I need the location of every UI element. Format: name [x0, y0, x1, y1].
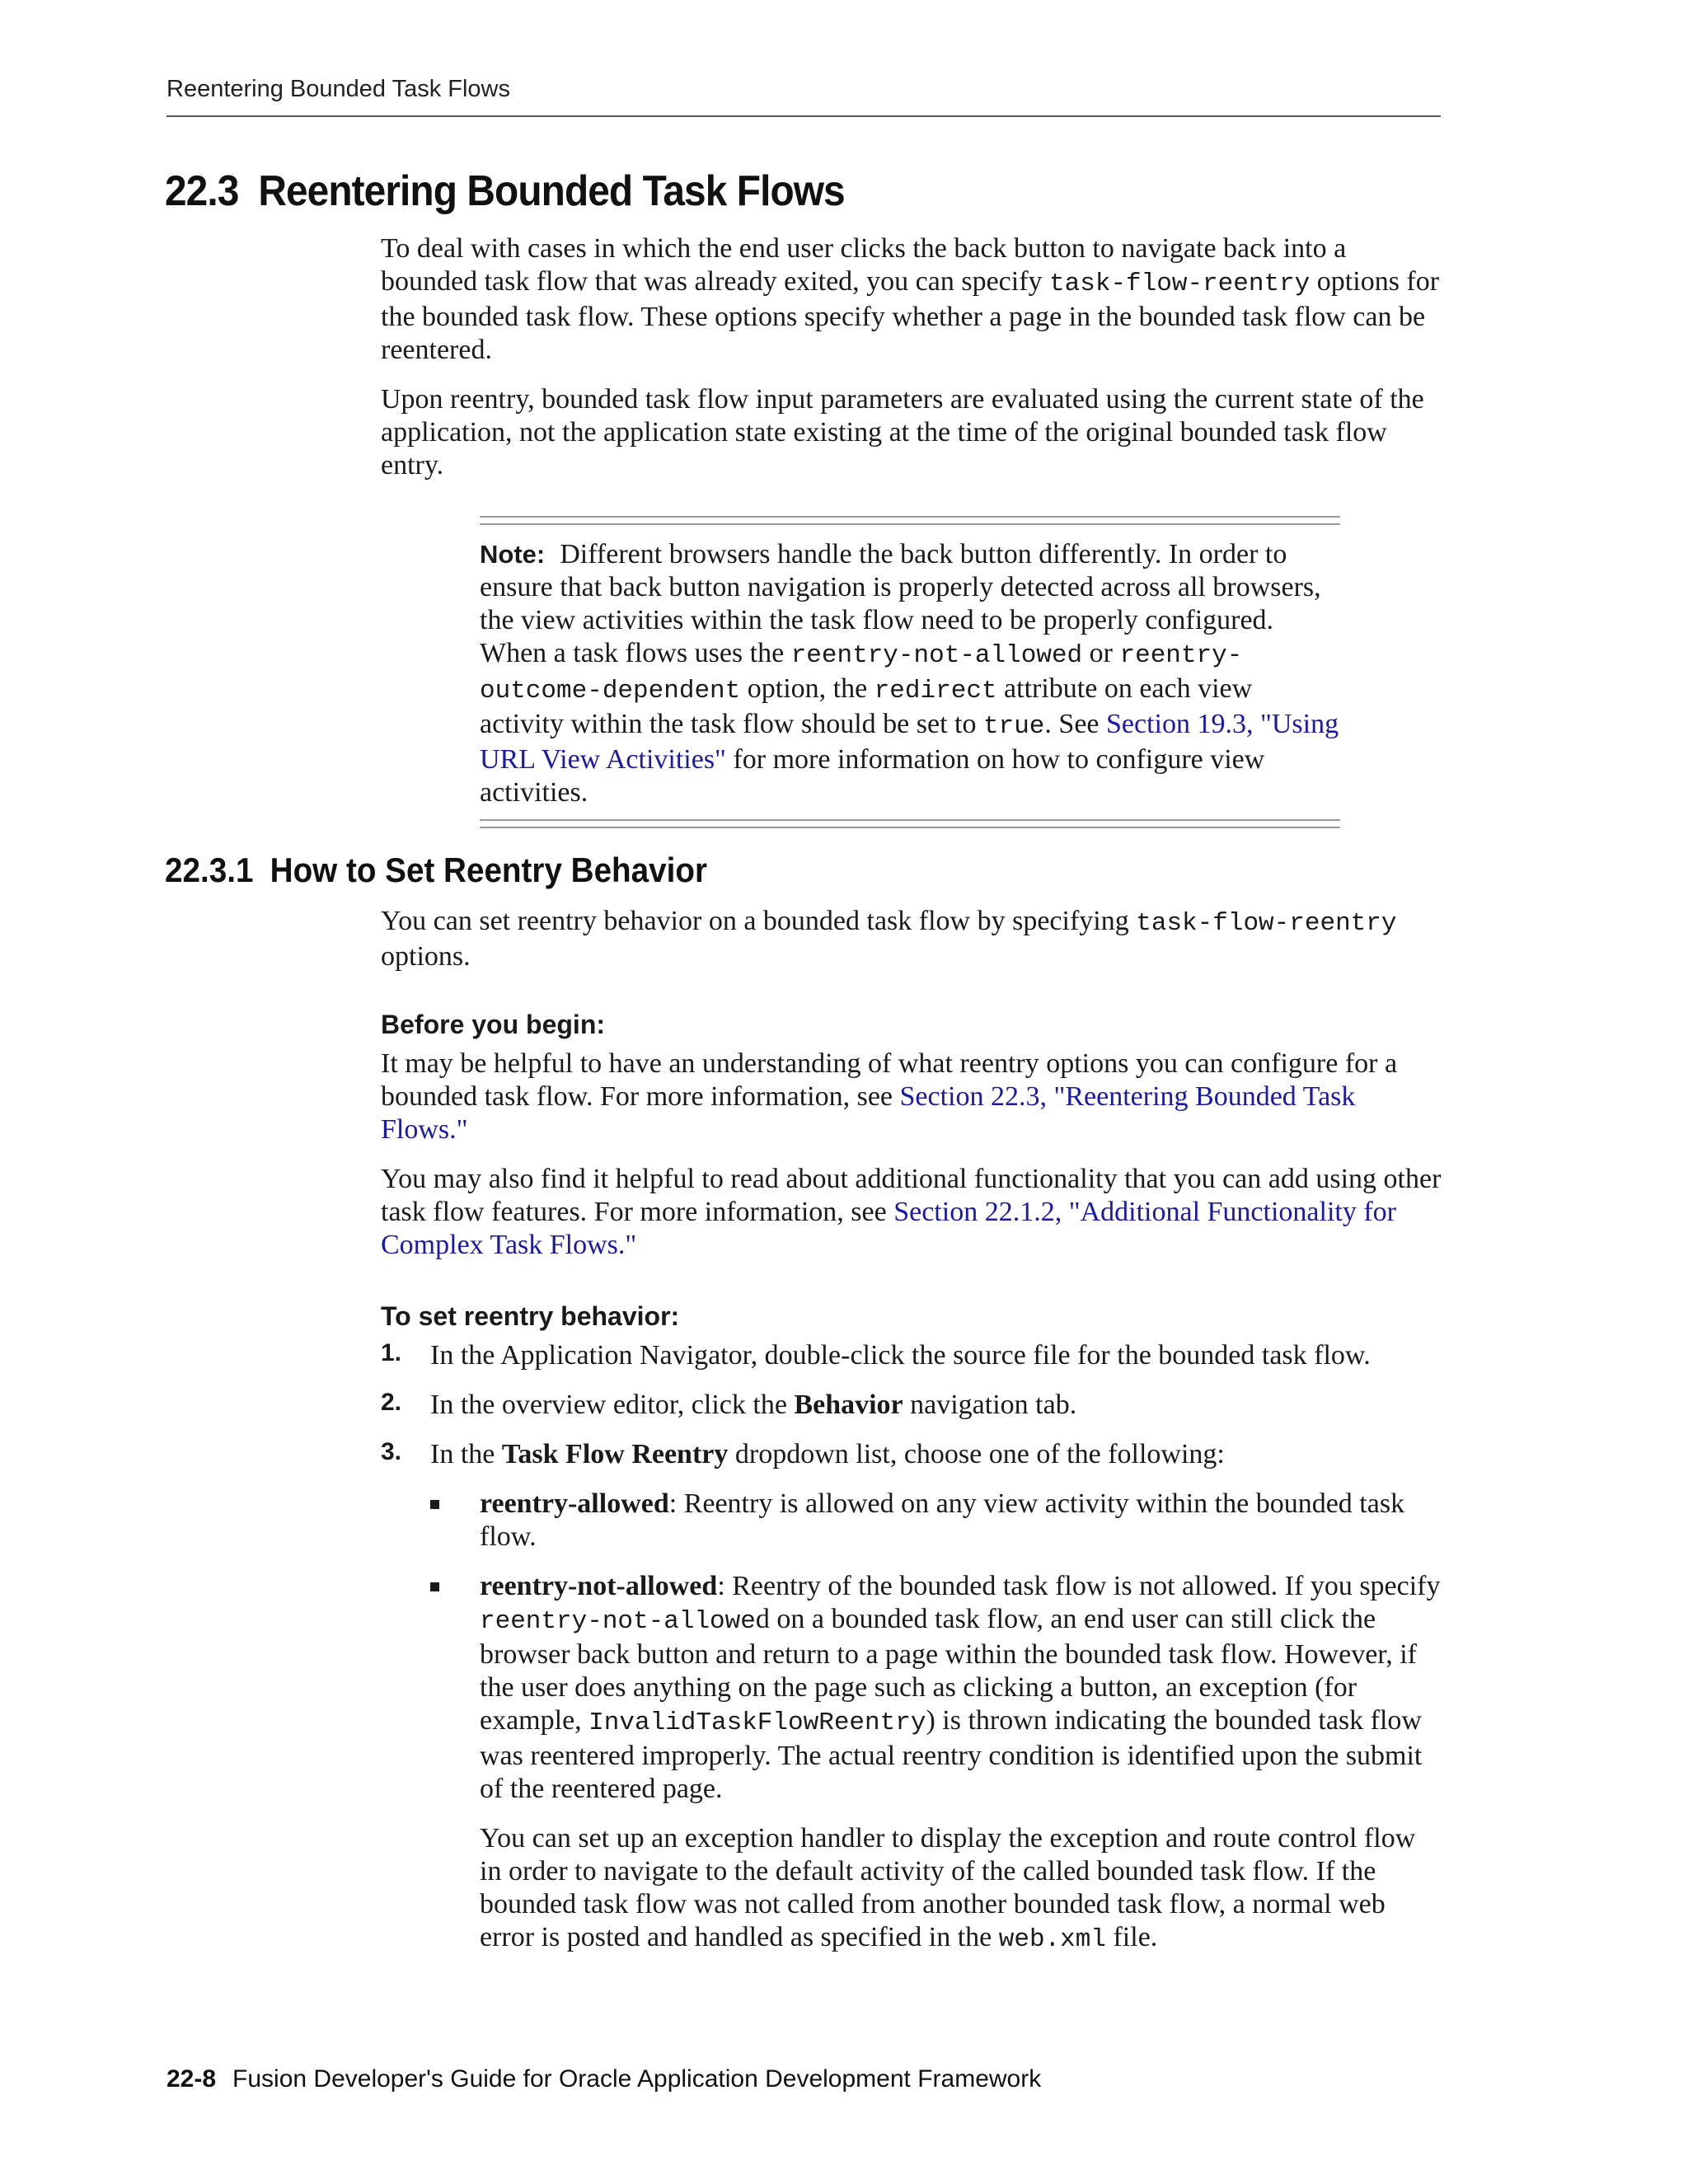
link-section-22-3[interactable]: Section 22.3, "Reentering Bounded Task Flows." [381, 1081, 1356, 1145]
option-text-2 [480, 1822, 1444, 1957]
subsection-intro [381, 905, 1444, 973]
section-number: 22.3 [165, 167, 239, 215]
inline-code: InvalidTaskFlowReentry [588, 1708, 926, 1737]
text: You can set reentry behavior on a bounded task flow by specifying [381, 906, 1137, 936]
text: options. [381, 941, 471, 972]
text: options for the bounded task flow. These options specify whether a page in the bounded task flow can be reentered. [381, 266, 1440, 365]
subsection-number: 22.3.1 [165, 851, 254, 889]
note-top-rule [480, 516, 1340, 525]
step-1 [381, 1339, 1444, 1372]
inline-code: redirect [874, 677, 997, 705]
text: You may also find it helpful to read about additional functionality that you can add using other task flow features. For more information, see [381, 1164, 1442, 1227]
text: ) is thrown indicating the bounded task flow was reentered improperly. The actual reentry condition is identified upon the submit of the reentered page. [480, 1705, 1423, 1804]
text: : Reentry of the bounded task flow is not allowed. If you specify [717, 1571, 1441, 1601]
text: It may be helpful to have an understanding of what reentry options you can configure for a bounded task flow. For more information, see [381, 1048, 1398, 1112]
text: To deal with cases in which the end user clicks the back button to navigate back into a bounded task flow that was already exited, you can specify [381, 233, 1347, 297]
inline-code: reentry-outcome-dependent [480, 641, 1243, 705]
before-paragraph-2 [381, 1163, 1444, 1262]
running-header: Reentering Bounded Task Flows [166, 76, 510, 102]
note-text [480, 538, 1340, 809]
bullet-square [430, 1500, 439, 1509]
subsection-heading [165, 851, 707, 890]
inline-code: reentry-not-allowe [480, 1607, 756, 1636]
section-intro [381, 232, 1444, 482]
inline-code: true [982, 712, 1045, 741]
text: dropdown list, choose one of the following: [728, 1439, 1225, 1469]
step-text [430, 1438, 1444, 1471]
inline-code: web.xml [998, 1925, 1106, 1954]
option-text [480, 1570, 1444, 1806]
inline-code: task-flow-reentry [1136, 909, 1397, 938]
before-you-begin-label: Before you begin: [381, 1010, 606, 1039]
note-bottom-rule [480, 819, 1340, 828]
bold-term: Behavior [794, 1390, 903, 1420]
paragraph-2: Upon reentry, bounded task flow input parameters are evaluated using the current state of the application, not the application state existing at the time of the original bounded task flow entry. [381, 384, 1424, 480]
option-reentry-allowed [430, 1488, 1444, 1554]
link-section-22-1-2[interactable]: Section 22.1.2, "Additional Functionality for Complex Task Flows." [381, 1197, 1396, 1260]
book-title: Fusion Developer's Guide for Oracle Application Development Framework [232, 2065, 1042, 2093]
header-rule [166, 115, 1441, 117]
page-footer [166, 2065, 1041, 2093]
text: In the overview editor, click the [430, 1390, 795, 1420]
bullet-square [430, 1582, 439, 1591]
note-box [480, 516, 1340, 828]
procedure-label: To set reentry behavior: [381, 1301, 680, 1331]
step-2 [381, 1389, 1444, 1422]
step-number: 3. [381, 1438, 402, 1465]
subsection-title: How to Set Reentry Behavior [270, 851, 708, 889]
text: or [1082, 638, 1120, 668]
text: attribute on each view activity within the task flow should be set to [480, 673, 1253, 739]
step-3 [381, 1438, 1444, 1957]
link-section-19-3[interactable]: Section 19.3, "Using URL View Activities" [480, 709, 1339, 775]
text: file. [1105, 1922, 1158, 1952]
step-number: 2. [381, 1389, 402, 1416]
bold-term: reentry-allowed [480, 1488, 669, 1519]
text: for more information on how to configure view activities. [480, 744, 1265, 808]
text: . See [1044, 709, 1106, 739]
section-heading [165, 166, 845, 216]
text: In the [430, 1439, 502, 1469]
step-text [430, 1389, 1444, 1422]
inline-code: reentry-not-allowed [790, 641, 1083, 670]
step-text: In the Application Navigator, double-click the source file for the bounded task flow. [430, 1340, 1371, 1371]
text: d on a bounded task flow, an end user can still click the browser back button and return to a page within the bounded task flow. However, if the user does anything on the page such as clicking a button, an exception (for example, [480, 1604, 1418, 1736]
page-number: 22-8 [166, 2065, 217, 2093]
text: navigation tab. [903, 1390, 1077, 1420]
text: Different browsers handle the back button differently. In order to ensure that back button navigation is properly detected across all browsers, the view activities within the task flow need to be properly configured. When a task flows uses the [480, 539, 1321, 668]
subsection-body [381, 905, 1444, 1957]
option-text [480, 1488, 1444, 1554]
text: option, the [740, 673, 874, 704]
note-label: Note: [480, 540, 546, 569]
bold-term: Task Flow Reentry [501, 1439, 729, 1469]
section-title: Reentering Bounded Task Flows [258, 167, 845, 215]
before-paragraph-1 [381, 1047, 1444, 1146]
option-reentry-not-allowed [430, 1570, 1444, 1957]
paragraph-1 [381, 232, 1444, 367]
step-number: 1. [381, 1339, 402, 1366]
text: You can set up an exception handler to display the exception and route control flow in order to navigate to the default activity of the called bounded task flow. If the bounded task flow was not called from another bounded task flow, a normal web error is posted and handled as specified in the [480, 1823, 1416, 1952]
inline-code: task-flow-reentry [1049, 269, 1311, 298]
text: : Reentry is allowed on any view activity within the bounded task flow. [480, 1488, 1405, 1552]
bold-term: reentry-not-allowed [480, 1571, 718, 1601]
